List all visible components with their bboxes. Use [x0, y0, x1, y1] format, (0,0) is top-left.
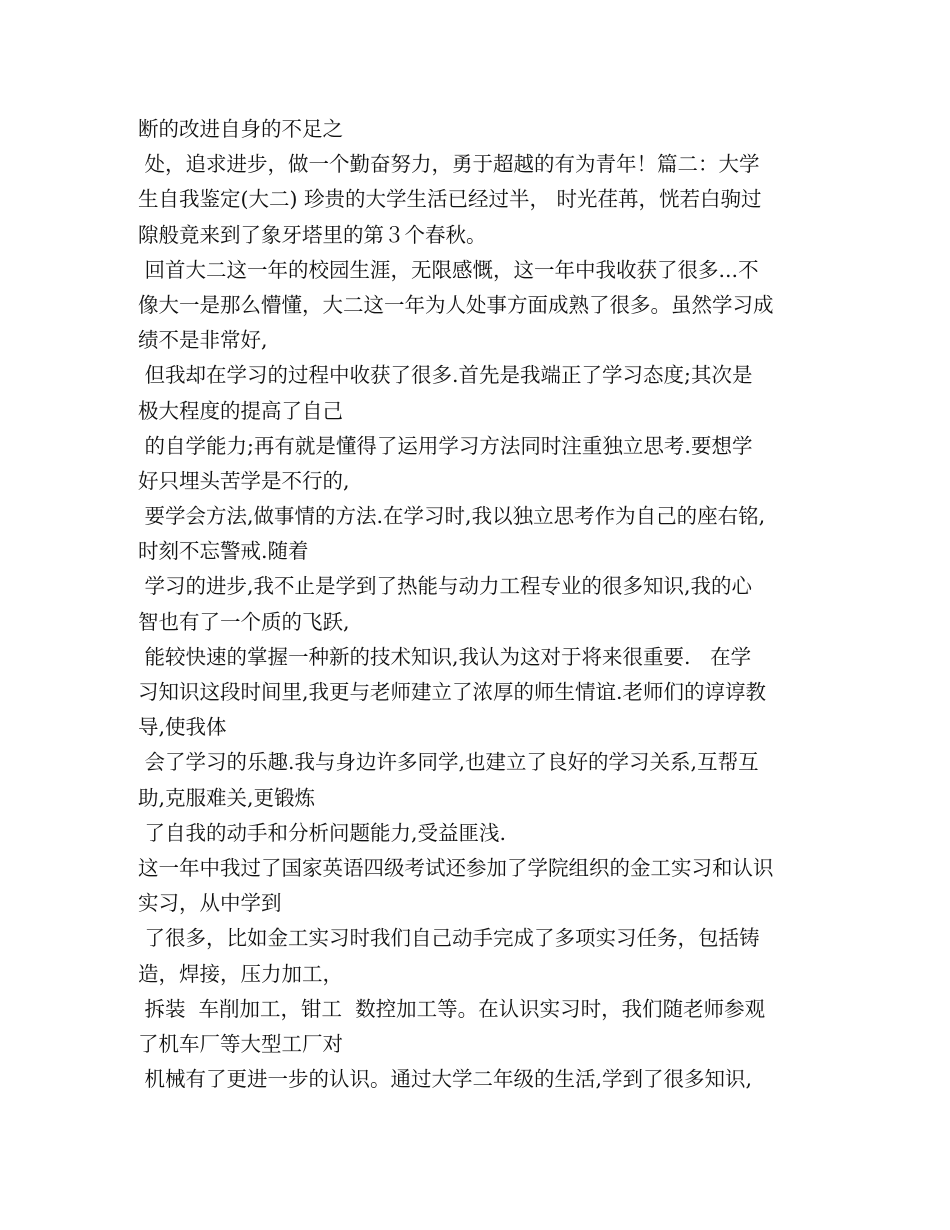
text-line: 学习的进步,我不止是学到了热能与动力工程专业的很多知识,我的心 — [138, 574, 753, 599]
text-line: 断的改进自身的不足之 — [138, 117, 343, 141]
text-line: 时刻不忘警戒.随着 — [138, 539, 309, 564]
text-line: 会了学习的乐趣.我与身边许多同学,也建立了良好的学习关系,互帮互 — [138, 750, 759, 775]
text-line: 导,使我体 — [138, 715, 227, 740]
text-line: 智也有了一个质的飞跃, — [138, 609, 350, 634]
text-line: 回首大二这一年的校园生涯，无限感慨，这一年中我收获了很多...不 — [138, 257, 759, 282]
text-line: 实习，从中学到 — [138, 891, 282, 916]
text-line: 好只埋头苦学是不行的, — [138, 468, 350, 493]
text-line: 绩不是非常好, — [138, 328, 268, 353]
text-line: 了自我的动手和分析问题能力,受益匪浅. — [138, 820, 507, 845]
text-line: 这一年中我过了国家英语四级考试还参加了学院组织的金工实习和认识 — [138, 855, 774, 880]
text-line: 了机车厂等大型工厂对 — [138, 1031, 343, 1056]
text-line: 处，追求进步，做一个勤奋努力，勇于超越的有为青年！篇二：大学 — [138, 152, 760, 177]
text-line: 助,克服难关,更锻炼 — [138, 785, 316, 810]
text-line: 但我却在学习的过程中收获了很多.首先是我端正了学习态度;其次是 — [138, 363, 753, 388]
text-line: 隙般竟来到了象牙塔里的第３个春秋。 — [138, 222, 487, 247]
text-line: 的自学能力;再有就是懂得了运用学习方法同时注重独立思考.要想学 — [138, 433, 753, 458]
text-line: 机械有了更进一步的认识。通过大学二年级的生活,学到了很多知识, — [138, 1067, 753, 1092]
text-line: 像大一是那么懵懂，大二这一年为人处事方面成熟了很多。虽然学习成 — [138, 292, 774, 317]
text-line: 造，焊接，压力加工， — [138, 961, 343, 986]
text-line: 拆装 车削加工，钳工 数控加工等。在认识实习时，我们随老师参观 — [138, 996, 766, 1021]
text-line: 生自我鉴定(大二) 珍贵的大学生活已经过半， 时光荏苒，恍若白驹过 — [138, 187, 762, 212]
text-line: 要学会方法,做事情的方法.在学习时,我以独立思考作为自己的座右铭, — [138, 504, 766, 529]
text-line: 能较快速的掌握一种新的技术知识,我认为这对于将来很重要. 在学 — [138, 644, 752, 669]
text-line: 习知识这段时间里,我更与老师建立了浓厚的师生情谊.老师们的谆谆教 — [138, 680, 767, 704]
text-line: 极大程度的提高了自己 — [138, 398, 343, 423]
document-body — [138, 112, 818, 1097]
text-line: 了很多，比如金工实习时我们自己动手完成了多项实习任务，包括铸 — [138, 926, 760, 951]
